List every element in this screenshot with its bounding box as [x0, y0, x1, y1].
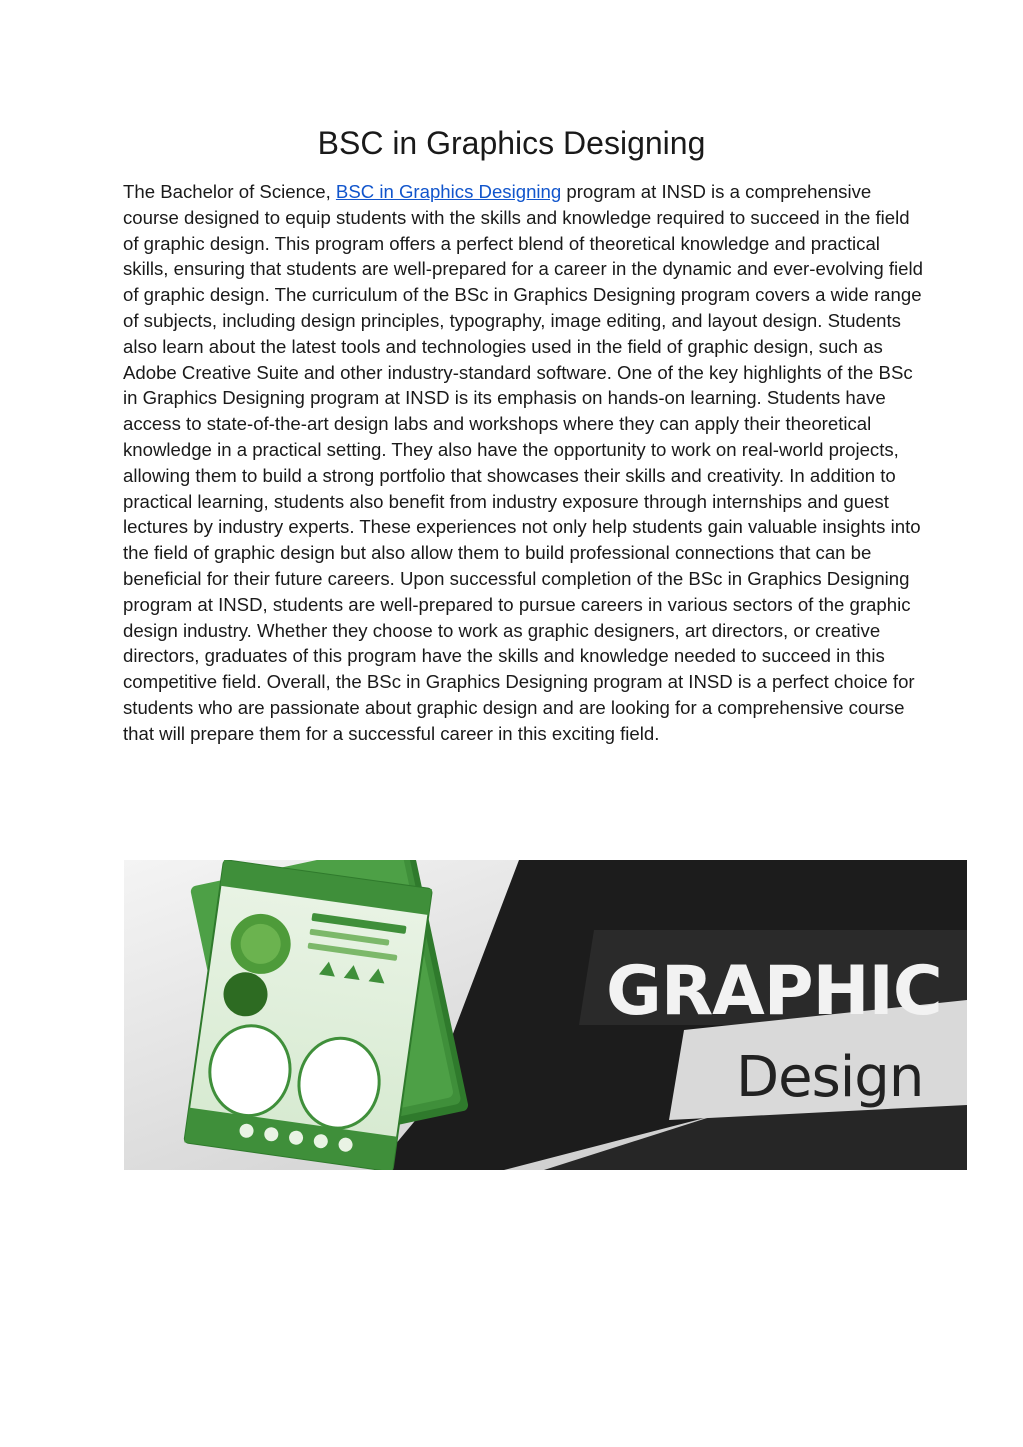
intro-prefix: The Bachelor of Science,: [123, 181, 336, 202]
body-text-continued: program at INSD is a comprehensive course designed to equip students with the skills and knowledge required to succeed in the field of graphic design. This program offers a perfect blend of theoretical knowledge and practical skills, ensuring that students are well-prepared for a career in the dynamic and ever-evolving field of graphic design. The curriculum of the BSc in Graphics Designing program covers a wide range of subjects, including design principles, typography, image editing, and layout design. Students also learn about the latest tools and technologies used in the field of graphic design, such as Adobe Creative Suite and other industry-standard software. One of the key highlights of the BSc in Graphics Designing program at INSD is its emphasis on hands-on learning. Students have access to state-of-the-art design labs and workshops where they can apply their theoretical knowledge in a practical setting. They also have the opportunity to work on real-world projects, allowing them to build a strong portfolio that showcases their skills and creativity. In addition to practical learning, students also benefit from industry exposure through internships and guest lectures by industry experts. These experiences not only help students gain valuable insights into the field of graphic design but also allow them to build professional connections that can be beneficial for their future careers. Upon successful completion of the BSc in Graphics Designing program at INSD, students are well-prepared to pursue careers in various sectors of the graphic design industry. Whether they choose to work as graphic designers, art directors, or creative directors, graduates of this program have the skills and knowledge needed to succeed in this competitive field. Overall, the BSc in Graphics Designing program at INSD is a perfect choice for students who are passionate about graphic design and are looking for a comprehensive course that will prepare them for a successful career in this exciting field.: [123, 181, 923, 744]
banner-image: [124, 860, 967, 1170]
bsc-program-link[interactable]: BSC in Graphics Designing: [335, 181, 562, 202]
flyer-front: [184, 860, 432, 1170]
page-title: BSC in Graphics Designing: [317, 125, 706, 161]
banner-word-design: Design: [736, 1045, 924, 1110]
graphic-design-banner: [124, 860, 967, 1170]
body-paragraph: [123, 179, 923, 747]
banner-word-graphic: GRAPHIC: [606, 952, 942, 1031]
